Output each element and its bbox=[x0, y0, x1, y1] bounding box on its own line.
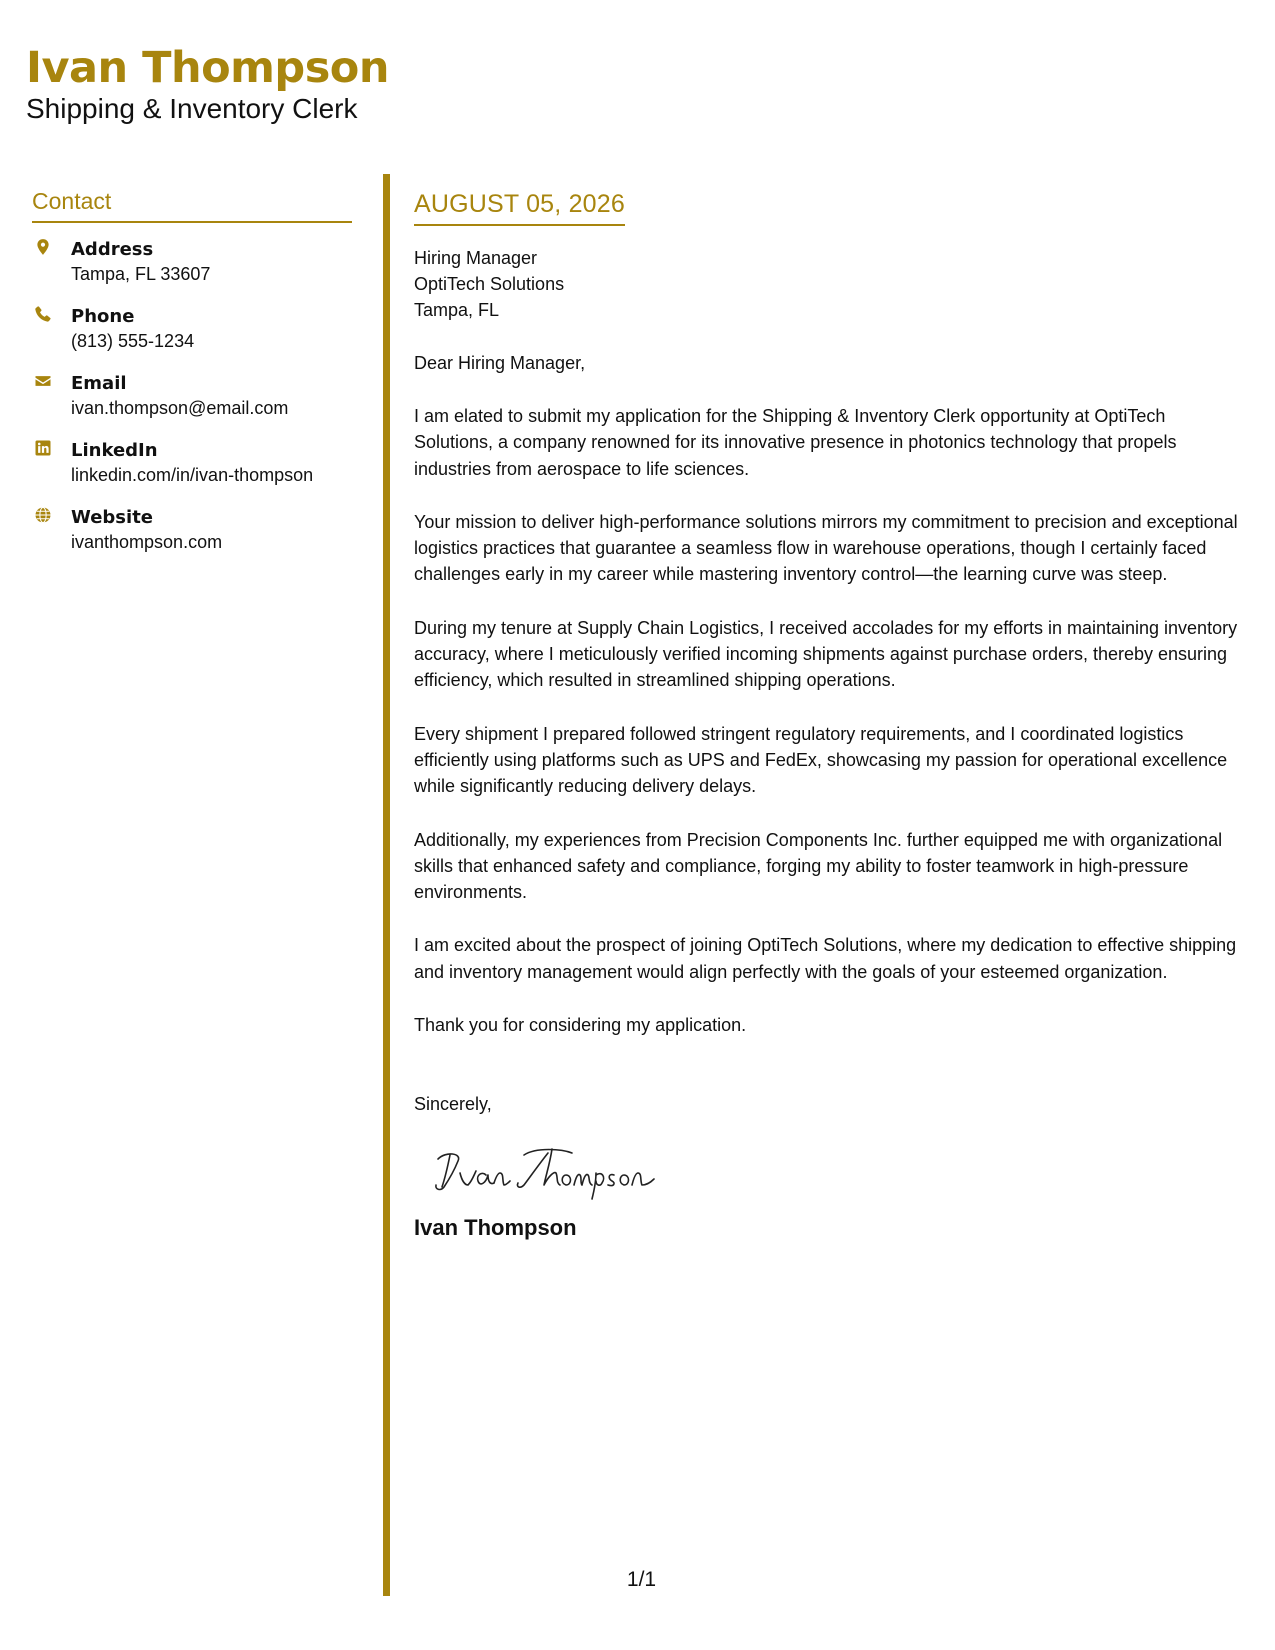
contact-item-linkedin bbox=[32, 438, 352, 488]
contact-label: Email bbox=[71, 373, 127, 394]
applicant-name: Ivan Thompson bbox=[26, 43, 389, 93]
contact-value: (813) 555-1234 bbox=[71, 331, 195, 351]
handwritten-signature bbox=[432, 1141, 672, 1203]
vertical-divider bbox=[383, 174, 390, 1596]
contact-label: Address bbox=[71, 239, 154, 260]
contact-label: LinkedIn bbox=[71, 440, 158, 461]
contact-value: ivan.thompson@email.com bbox=[71, 398, 289, 418]
recipient-company: OptiTech Solutions bbox=[414, 274, 565, 294]
contact-item-phone bbox=[32, 304, 352, 354]
letter-closing: Sincerely, bbox=[414, 1094, 492, 1115]
recipient-title: Hiring Manager bbox=[414, 248, 538, 268]
recipient-block bbox=[414, 245, 1244, 323]
letter-paragraph: I am elated to submit my application for the Shipping & Inventory Clerk opportunity at OptiTech Solutions, a company renowned for its innovative presence in photonics technology that propels industries from aerospace to life sciences. bbox=[414, 406, 1177, 479]
page-number bbox=[0, 1568, 1275, 1592]
contact-item-website bbox=[32, 505, 352, 555]
letter-paragraph: Your mission to deliver high-performance solutions mirrors my commitment to precision and exceptional logistics practices that guarantee a seamless flow in warehouse operations, though I certainly faced challenges early in my career while mastering inventory control—the learning curve was steep. bbox=[414, 511, 1238, 585]
page-number-text: 1/1 bbox=[626, 1568, 657, 1591]
resume-header bbox=[26, 43, 389, 125]
contact-item-email bbox=[32, 371, 352, 421]
letter-greeting: Dear Hiring Manager, bbox=[414, 353, 586, 373]
contact-list bbox=[32, 237, 352, 555]
signer-name: Ivan Thompson bbox=[414, 1215, 577, 1241]
letter-date: AUGUST 05, 2026 bbox=[414, 190, 625, 226]
letter-body bbox=[414, 190, 1244, 1241]
contact-label: Phone bbox=[71, 306, 135, 327]
applicant-job-title: Shipping & Inventory Clerk bbox=[26, 93, 358, 125]
letter-paragraph: During my tenure at Supply Chain Logistics, I received accolades for my efforts in maintaining inventory accuracy, where I meticulously verified incoming shipments against purchase orders, thereby ensuring efficiency, which resulted in streamlined shipping operations. bbox=[414, 617, 1238, 691]
letter-paragraph: Every shipment I prepared followed stringent regulatory requirements, and I coordinated logistics efficiently using platforms such as UPS and FedEx, showcasing my passion for operational excellence while significantly reducing delivery delays. bbox=[414, 723, 1228, 797]
globe-icon bbox=[34, 506, 52, 524]
letter-paragraph: Thank you for considering my application. bbox=[414, 1015, 747, 1036]
contact-label: Website bbox=[71, 507, 154, 528]
envelope-icon bbox=[34, 372, 52, 390]
contact-value: linkedin.com/in/ivan-thompson bbox=[71, 465, 314, 485]
contact-sidebar bbox=[32, 188, 352, 572]
letter-paragraph: Additionally, my experiences from Precision Components Inc. further equipped me with organizational skills that enhanced safety and compliance, forging my ability to foster teamwork in high-pressure environments. bbox=[414, 829, 1223, 903]
recipient-location: Tampa, FL bbox=[414, 300, 500, 320]
linkedin-icon bbox=[34, 439, 52, 457]
map-pin-icon bbox=[34, 238, 52, 256]
letter-paragraph: I am excited about the prospect of joining OptiTech Solutions, where my dedication to effective shipping and inventory management would align perfectly with the goals of your esteemed organization. bbox=[414, 935, 1237, 982]
phone-icon bbox=[34, 305, 52, 323]
contact-value: ivanthompson.com bbox=[71, 532, 223, 552]
contact-value: Tampa, FL 33607 bbox=[71, 264, 211, 284]
contact-item-address bbox=[32, 237, 352, 287]
contact-heading: Contact bbox=[32, 188, 352, 223]
